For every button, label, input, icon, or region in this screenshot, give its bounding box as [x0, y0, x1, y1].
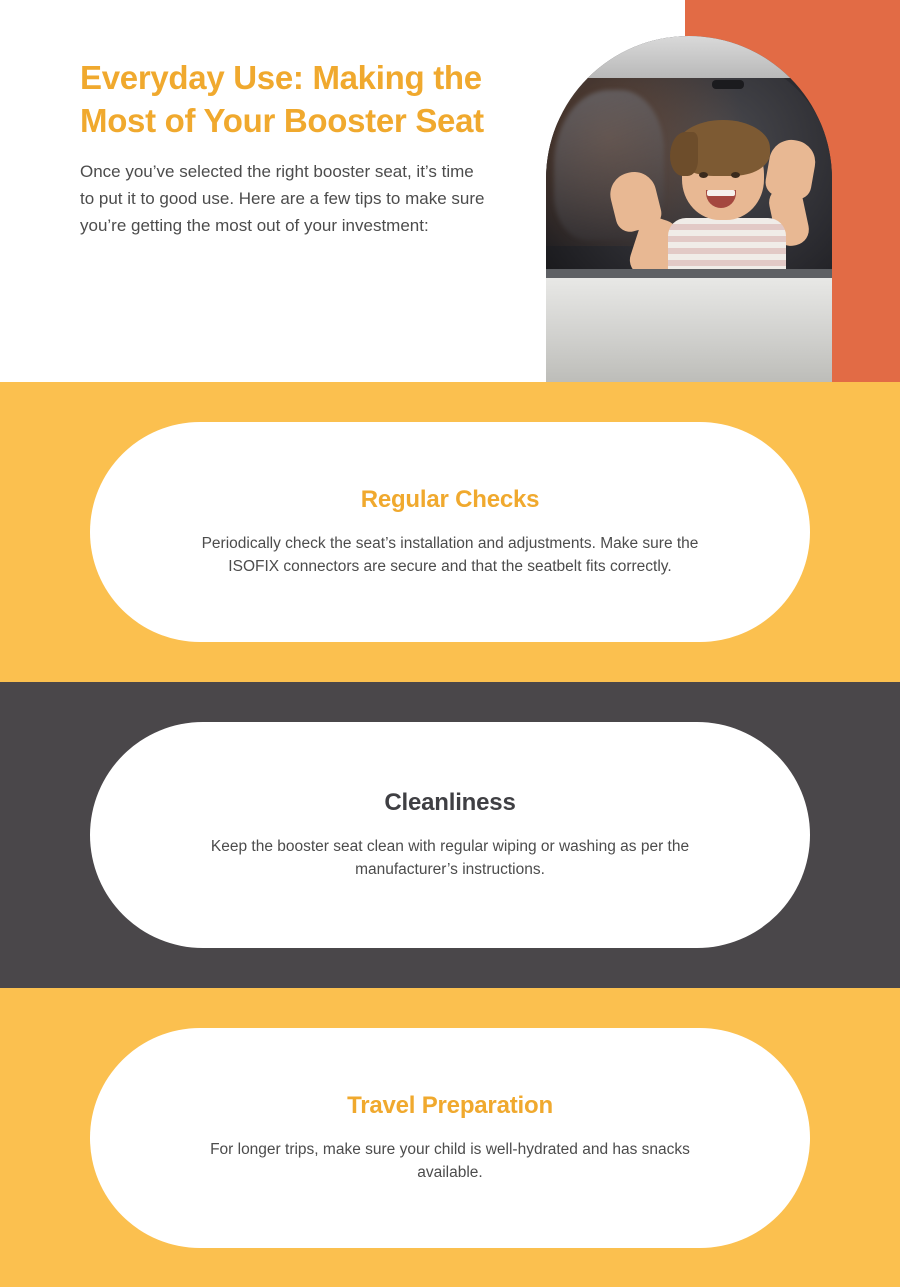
tip-title: Regular Checks: [360, 486, 540, 513]
tip-body: For longer trips, make sure your child is well-hydrated and has snacks available.: [210, 1141, 690, 1181]
page-subtitle: Once you’ve selected the right booster seat, it’s time to put it to good use. Here are a few tips to make sure you’re getting the most out of your investment:: [80, 162, 485, 235]
boy-teeth: [707, 190, 735, 196]
header-text-group: [80, 56, 500, 239]
tip-body: Periodically check the seat’s installation and adjustments. Make sure the ISOFIX connectors are secure and that the seatbelt fits correctly.: [201, 535, 699, 575]
car-door-body: [546, 278, 832, 382]
photo-illustration: [546, 36, 832, 382]
tip-card-cleanliness: [90, 722, 810, 948]
boy-right-eye: [731, 172, 740, 178]
car-roof: [546, 36, 832, 78]
tip-card-regular-checks: [90, 422, 810, 642]
roof-handle: [712, 80, 744, 89]
header-section: [0, 0, 900, 382]
page-title: Everyday Use: Making the Most of Your Booster Seat: [80, 59, 484, 139]
header-photo: [546, 36, 832, 382]
car-door-edge: [546, 269, 832, 278]
tip-title: Cleanliness: [384, 789, 516, 816]
boy-left-eye: [699, 172, 708, 178]
tip-card-travel-preparation: [90, 1028, 810, 1248]
tip-title: Travel Preparation: [347, 1092, 553, 1119]
tip-body: Keep the booster seat clean with regular wiping or washing as per the manufacturer’s instructions.: [210, 838, 690, 878]
boy-hair-side: [670, 132, 698, 176]
